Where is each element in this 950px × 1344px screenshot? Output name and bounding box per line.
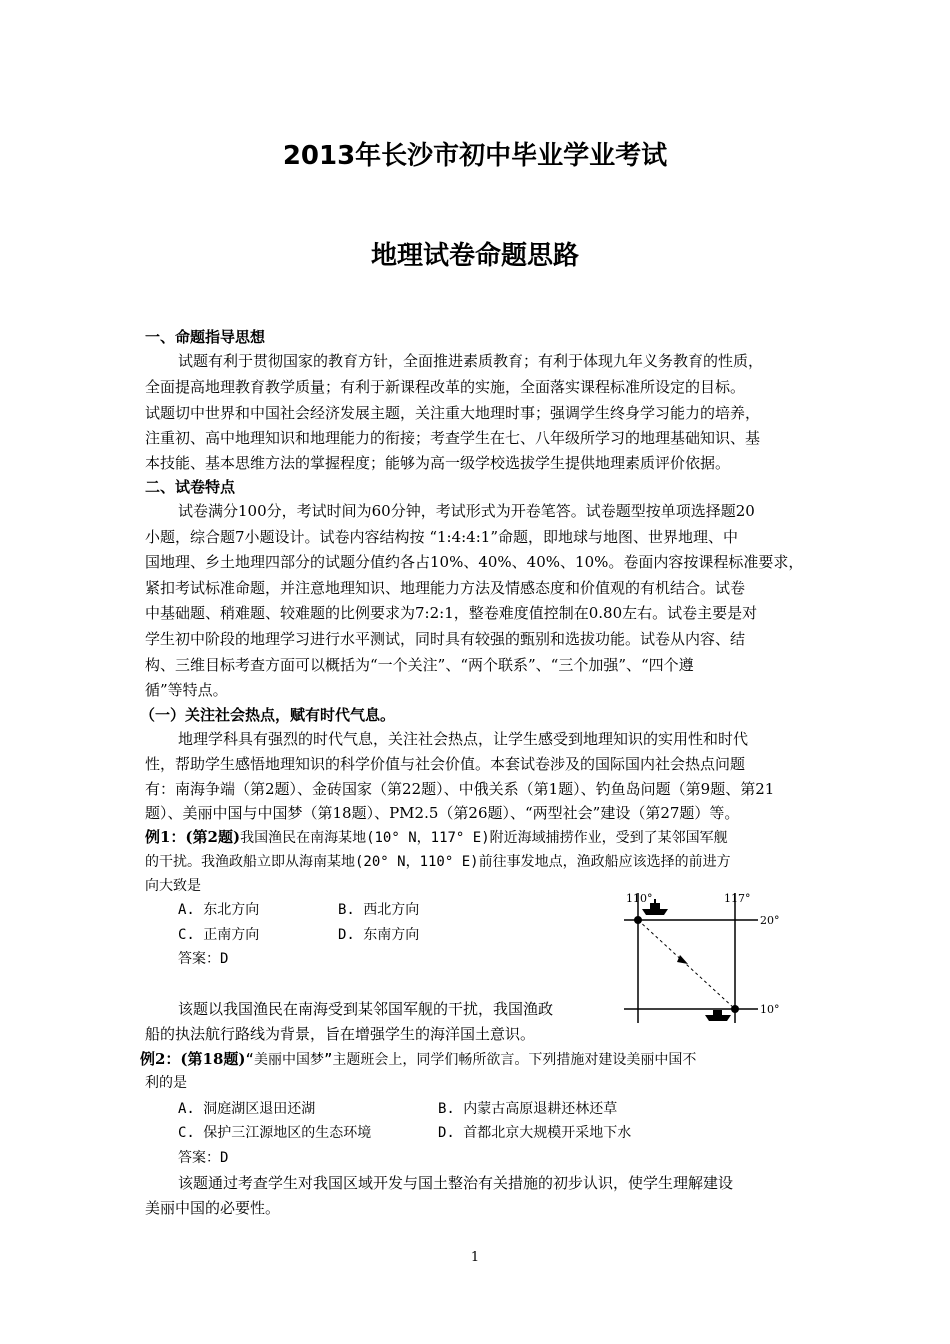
warship-icon bbox=[705, 1010, 731, 1021]
explanation-line: 船的执法航行路线为背景，旨在增强学生的海洋国土意识。 bbox=[145, 1025, 536, 1043]
option-b: B. 西北方向 bbox=[338, 902, 420, 918]
option-d: D. 首都北京大规模开采地下水 bbox=[438, 1125, 632, 1141]
paragraph-line: 性，帮助学生感悟地理知识的科学价值与社会价值。本套试卷涉及的国际国内社会热点问题 bbox=[145, 755, 746, 773]
answer-text: 答案：D bbox=[178, 951, 229, 967]
paragraph-line: 学生初中阶段的地理学习进行水平测试，同时具有较强的甄别和选拔功能。试卷从内容、结 bbox=[145, 630, 746, 648]
section-heading: 一、命题指导思想 bbox=[145, 328, 266, 346]
paragraph-line: 全面提高地理教育教学质量；有利于新课程改革的实施，全面落实课程标准所设定的目标。 bbox=[145, 378, 746, 396]
start-point bbox=[634, 916, 642, 924]
paragraph-line: 试题切中世界和中国社会经济发展主题，关注重大地理时事；强调学生终身学习能力的培养， bbox=[145, 404, 761, 422]
lon-117-label: 117° bbox=[724, 892, 751, 905]
example-stem-text: 我国渔民在南海某地(10° N，117° E)附近海域捕捞作业，受到了某邻国军舰 bbox=[240, 830, 728, 846]
explanation-line: 美丽中国的必要性。 bbox=[145, 1199, 281, 1217]
example-stem-text: “美丽中国梦”主题班会上，同学们畅所欲言。下列措施对建设美丽中国不 bbox=[245, 1052, 697, 1068]
paragraph-line: 紧扣考试标准命题，并注意地理知识、地理能力方法及情感态度和价值观的有机结合。试卷 bbox=[145, 579, 746, 597]
lon-110-label: 110° bbox=[626, 892, 653, 905]
paragraph-line: 试卷满分100分，考试时间为60分钟，考试形式为开卷笔答。试卷题型按单项选择题20 bbox=[178, 502, 755, 520]
route-dashed-line bbox=[638, 920, 735, 1009]
example-1-stem bbox=[145, 824, 728, 851]
example-label: 例1：(第2题) bbox=[145, 828, 241, 846]
paragraph-line: 循”等特点。 bbox=[145, 681, 228, 699]
lat-20-label: 20° bbox=[760, 914, 780, 927]
paragraph-line: 中基础题、稍难题、较难题的比例要求为7:2:1，整卷难度值控制在0.80左右。试卷主要是对 bbox=[145, 604, 758, 622]
option-c: C. 保护三江源地区的生态环境 bbox=[178, 1125, 372, 1141]
paragraph-line: 本技能、基本思维方法的掌握程度；能够为高一级学校选拔学生提供地理素质评价依据。 bbox=[145, 454, 731, 472]
lat-10-label: 10° bbox=[760, 1003, 780, 1016]
paragraph-line: 小题，综合题7小题设计。试卷内容结构按 “1:4:4:1”命题，即地球与地图、世界地理、中 bbox=[145, 528, 738, 546]
answer-text: 答案：D bbox=[178, 1150, 229, 1166]
example-stem-line: 利的是 bbox=[145, 1075, 187, 1091]
option-a: A. 洞庭湖区退田还湖 bbox=[178, 1101, 316, 1117]
paragraph-line: 题）、美丽中国与中国梦（第18题）、PM2.5（第26题）、“两型社会”建设（第27题）等。 bbox=[145, 804, 740, 822]
example-2-stem bbox=[140, 1046, 696, 1073]
page-number: 1 bbox=[470, 1250, 480, 1265]
option-d: D. 东南方向 bbox=[338, 927, 420, 943]
paragraph-line: 国地理、乡土地理四部分的试题分值约各占10%、40%、40%、10%。卷面内容按课程标准要求， bbox=[145, 553, 804, 571]
route-arrow-icon bbox=[677, 955, 688, 964]
end-point bbox=[731, 1005, 739, 1013]
explanation-line: 该题以我国渔民在南海受到某邻国军舰的干扰，我国渔政 bbox=[178, 1000, 554, 1018]
paragraph-line: 注重初、高中地理知识和地理能力的衔接；考查学生在七、八年级所学习的地理基础知识、基 bbox=[145, 429, 761, 447]
example-label: 例2：(第18题) bbox=[140, 1050, 246, 1068]
document-subtitle: 地理试卷命题思路 bbox=[370, 241, 579, 271]
route-diagram bbox=[610, 885, 790, 1025]
example-stem-line: 的干扰。我渔政船立即从海南某地(20° N，110° E)前往事发地点，渔政船应该选择的前进方 bbox=[145, 854, 731, 870]
example-stem-line: 向大致是 bbox=[145, 878, 201, 894]
explanation-line: 该题通过考查学生对我国区域开发与国土整治有关措施的初步认识，使学生理解建设 bbox=[178, 1174, 734, 1192]
subsection-heading: （一）关注社会热点，赋有时代气息。 bbox=[140, 706, 396, 724]
section-heading: 二、试卷特点 bbox=[145, 478, 236, 496]
paragraph-line: 地理学科具有强烈的时代气息，关注社会热点，让学生感受到地理知识的实用性和时代 bbox=[178, 730, 749, 748]
document-title: 2013年长沙市初中毕业学业考试 bbox=[282, 141, 668, 171]
option-b: B. 内蒙古高原退耕还林还草 bbox=[438, 1101, 618, 1117]
option-a: A. 东北方向 bbox=[178, 902, 260, 918]
paragraph-line: 构、三维目标考查方面可以概括为“一个关注”、“两个联系”、“三个加强”、“四个遵 bbox=[145, 656, 694, 674]
paragraph-line: 有：南海争端（第2题）、金砖国家（第22题）、中俄关系（第1题）、钓鱼岛问题（第9题、第21 bbox=[145, 780, 775, 798]
option-c: C. 正南方向 bbox=[178, 927, 260, 943]
paragraph-line: 试题有利于贯彻国家的教育方针，全面推进素质教育；有利于体现九年义务教育的性质， bbox=[178, 352, 764, 370]
